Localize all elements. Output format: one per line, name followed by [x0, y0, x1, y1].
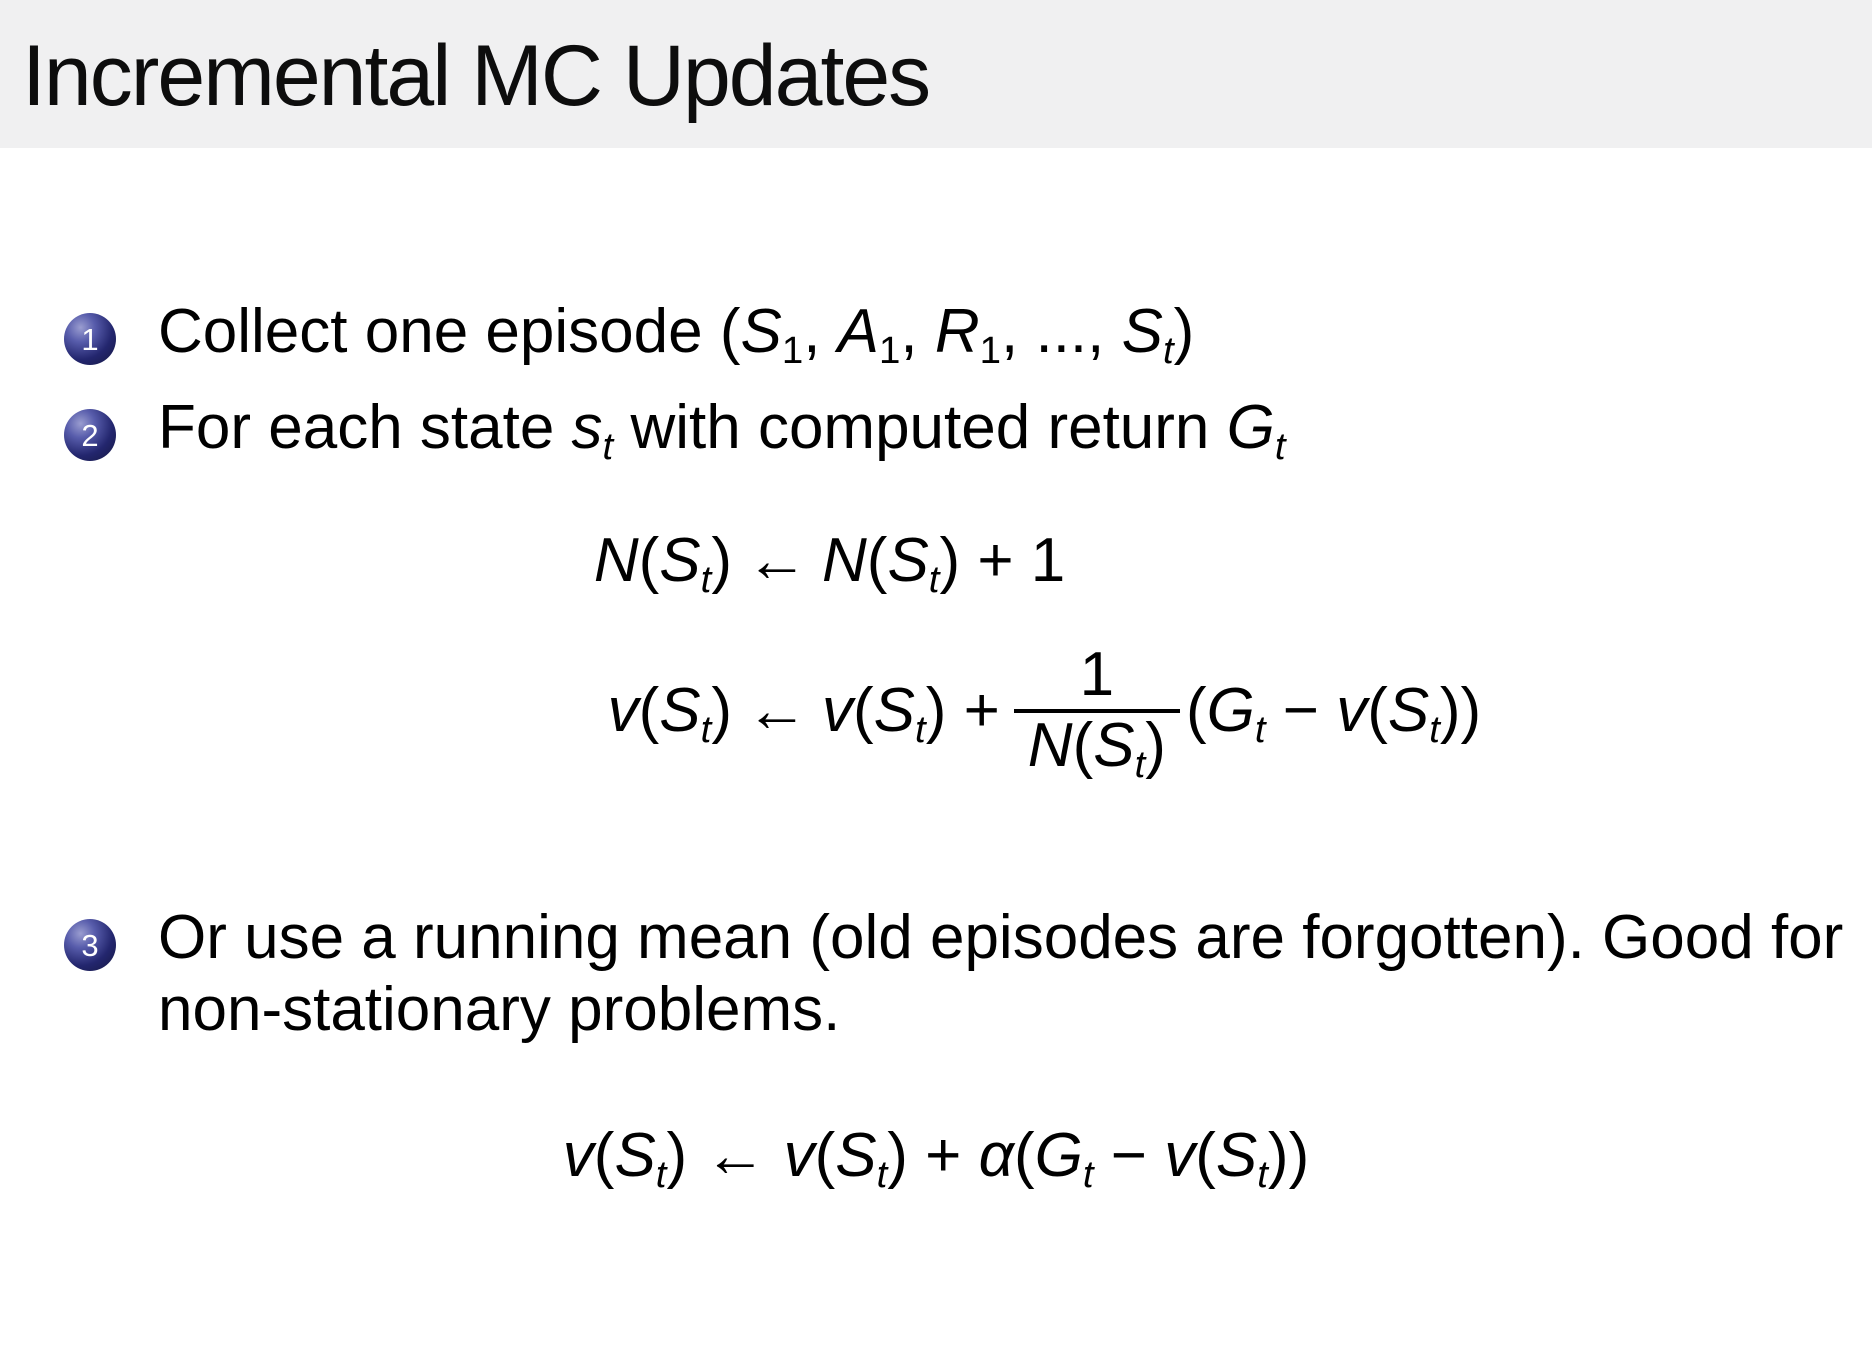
equation-running-mean: [0, 1116, 1872, 1196]
enumerate-ball-1-icon: [64, 313, 116, 365]
list-item-3-line2: non-stationary problems.: [158, 975, 841, 1044]
slide-header: [0, 0, 1872, 148]
equation3-body: $v(S_t)$ ← $v(S_t) + \alpha(G_t - v(S_t))$: [562, 1121, 1310, 1196]
equation2-rhs-after: $(G_t - v(S_t))$: [1185, 676, 1482, 752]
equation-count-update: [560, 520, 1065, 600]
list-item-2-text1: For each state: [158, 393, 572, 462]
list-item-3: [158, 902, 1843, 1046]
list-item-2-text2: with computed return: [613, 393, 1227, 462]
equation1-rhs: $N(S_t) + 1$: [822, 525, 1066, 601]
equation1-lhs: $N(S_t)$: [593, 525, 732, 601]
fraction-denominator: $N(S_t)$: [1014, 709, 1180, 780]
left-arrow-icon: ←: [746, 676, 808, 746]
equation-value-update: [560, 640, 1482, 786]
list-item-2-math2: $G_t$: [1226, 393, 1286, 468]
list-item-1-math: ($S_1$, $A_1$, $R_1$, ..., $S_t$): [719, 297, 1195, 372]
equation2-rhs-before: $v(S_t)$ +: [822, 676, 1000, 752]
list-item-3-line1: Or use a running mean (old episodes are forgotten). Good for: [158, 903, 1844, 972]
left-arrow-icon: ←: [746, 525, 808, 595]
enumerate-ball-3-number: 3: [81, 927, 99, 963]
equation2-lhs: $v(S_t)$: [607, 676, 732, 752]
enumerate-ball-1-number: 1: [81, 321, 99, 357]
page-title: Incremental MC Updates: [22, 27, 930, 124]
enumerate-ball-3-icon: [64, 919, 116, 971]
list-item-1: [158, 296, 1195, 372]
enumerate-ball-2-number: 2: [81, 417, 99, 453]
equation2-fraction: [1014, 640, 1180, 786]
enumerate-ball-2-icon: [64, 409, 116, 461]
list-item-1-text: Collect one episode: [158, 297, 720, 366]
list-item-2-math1: $s_t$: [571, 393, 614, 468]
fraction-numerator: 1: [1079, 640, 1115, 709]
list-item-2: [158, 392, 1286, 468]
